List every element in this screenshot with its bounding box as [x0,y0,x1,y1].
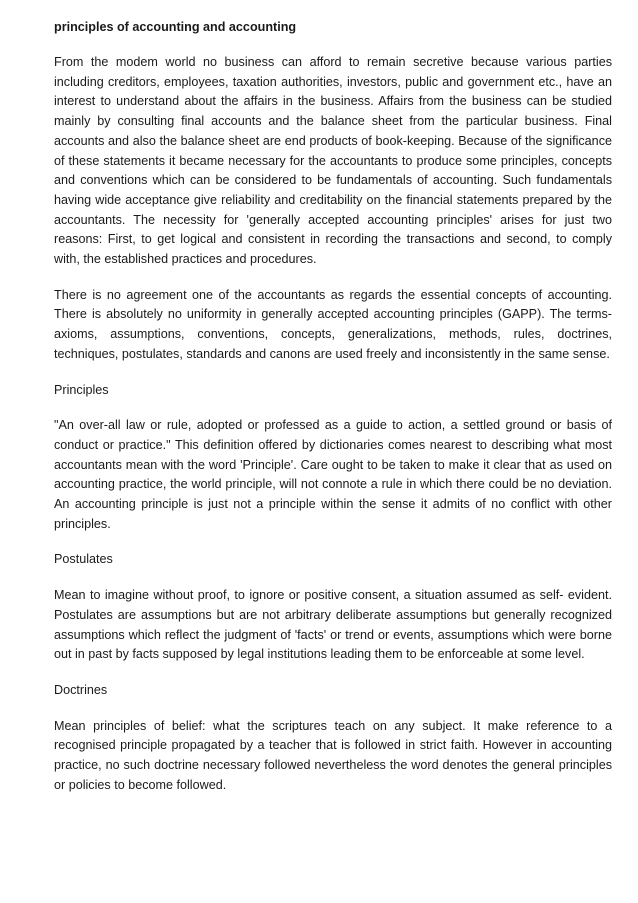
section-heading-principles: Principles [54,382,109,397]
document-page [54,18,612,812]
section-heading-postulates: Postulates [54,552,113,567]
intro-paragraph: From the modem world no business can afford to remain secretive because various parties including creditors, employees, taxation authorities, investors, public and government etc., have an interest to understand about the affairs in the business. Affairs from the business can be studied mainly by consulting final accounts and the balance sheet from the particular business. Final accounts and also the balance sheet are end products of book-keeping. Because of the significance of these statements it became necessary for the accountants to produce some principles, concepts and conventions which can be considered to be fundamentals of accounting. Such fundamentals having wide acceptance give reliability and creditability on the financial statements prepared by the accountants. The necessity for 'generally accepted accounting principles' arises for just two reasons: First, to get logical and consistent in recording the transactions and second, to comply with, the established practices and procedures. [54,55,612,267]
agreement-paragraph: There is no agreement one of the accountants as regards the essential concepts of accounting. There is absolutely no uniformity in generally accepted accounting principles (GAPP). The terms- axioms, assumptions, conventions, concepts, generalizations, methods, rules, doctrines, techniques, postulates, standards and canons are used freely and inconsistently in the same sense. [54,287,612,361]
section-body-principles: "An over-all law or rule, adopted or professed as a guide to action, a settled ground or basis of conduct or practice." This definition offered by dictionaries comes nearest to describing what most accountants mean with the word 'Principle'. Care ought to be taken to make it clear that as used on accounting practice, the world principle, will not connote a rule in which there could be no deviation. An accounting principle is just not a principle within the sense it admits of no conflict with other principles. [54,418,612,531]
section-heading-doctrines: Doctrines [54,682,108,697]
document-title: principles of accounting and accounting [54,20,297,34]
section-body-doctrines: Mean principles of belief: what the scriptures teach on any subject. It make reference to a recognised principle propagated by a teacher that is followed in strict faith. However in accounting practice, no such doctrine necessary followed nevertheless the word denotes the general principles or policies to become followed. [54,718,612,792]
section-body-postulates: Mean to imagine without proof, to ignore or positive consent, a situation assumed as self- evident. Postulates are assumptions but are not arbitrary deliberate assumptions but generally recognized assumptions which reflect the judgment of 'facts' or trend or events, assumptions which were borne out in past by facts supposed by legal institutions leading them to be enforceable at some level. [54,588,612,662]
